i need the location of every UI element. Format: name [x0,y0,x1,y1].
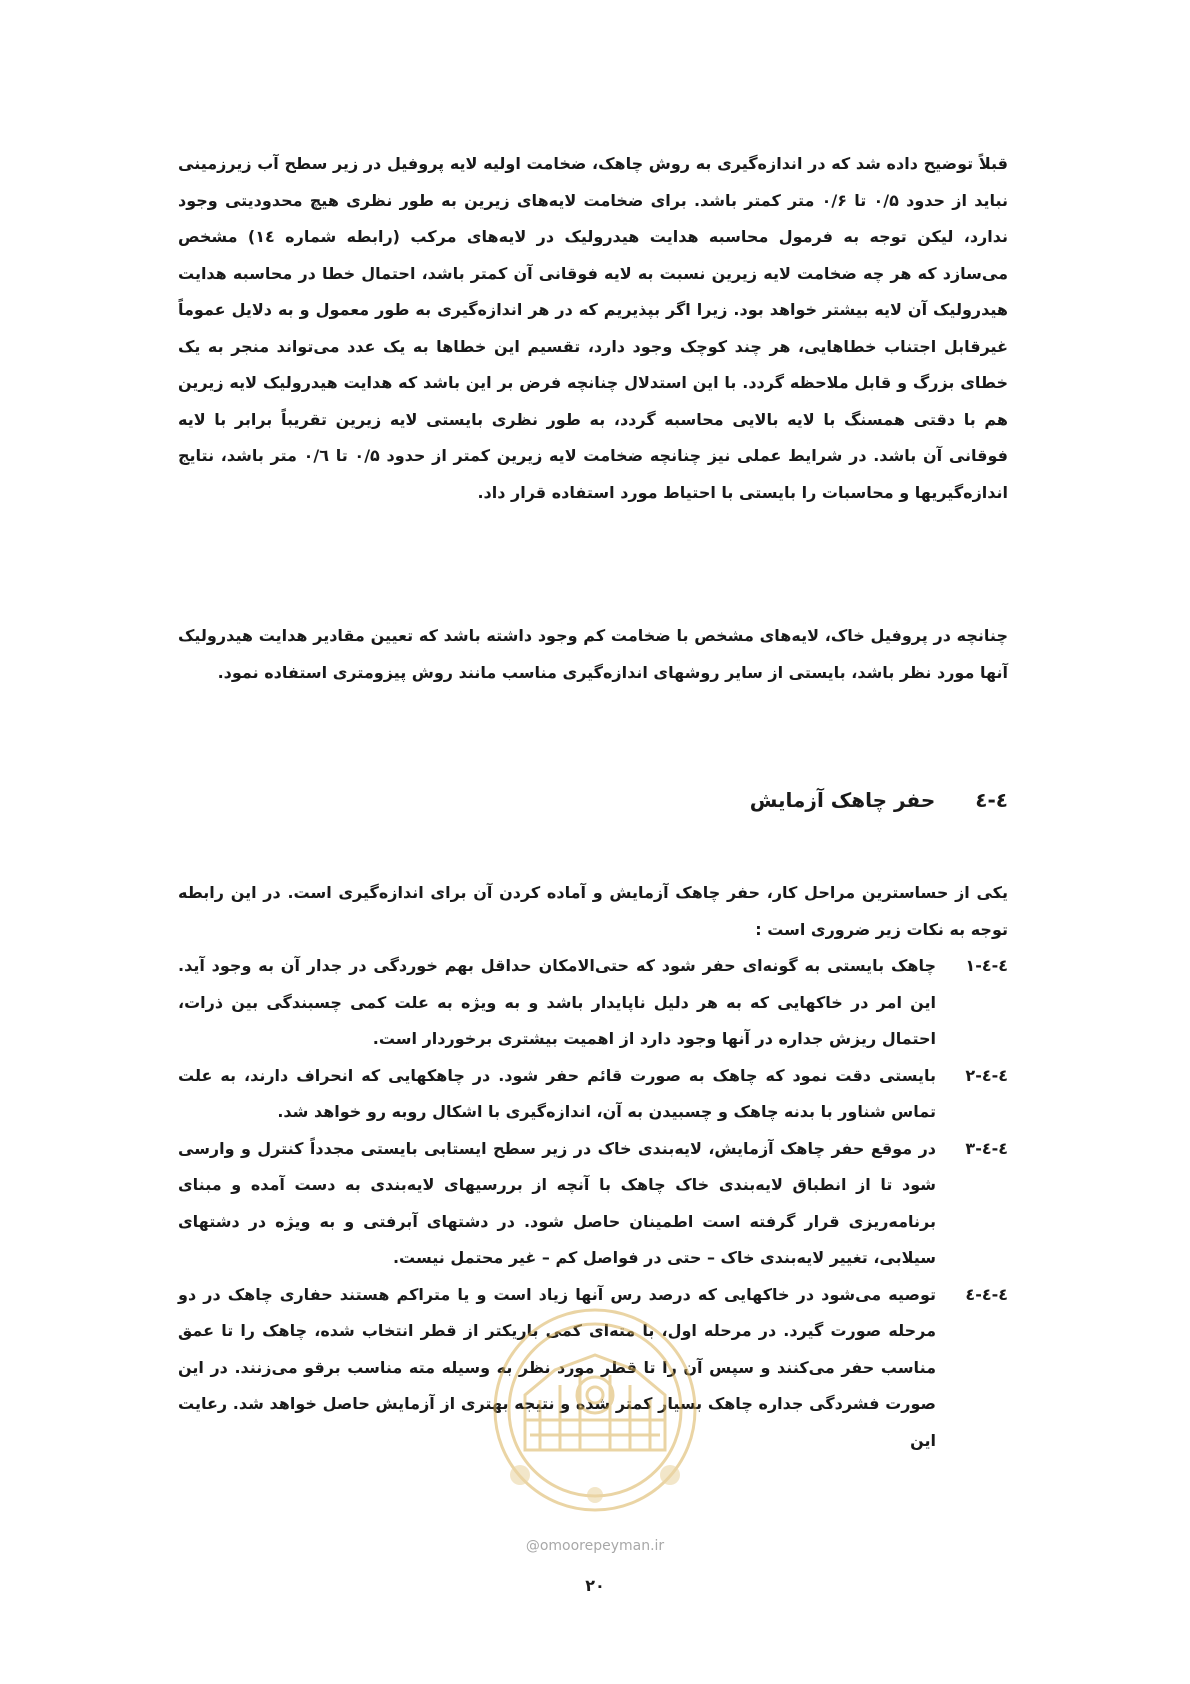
list-item [178,1131,1008,1277]
list-item-text: در موقع حفر چاهک آزمایش، لایه‌بندی خاک در زیر سطح ایستابی بایستی مجدداً کنترل و وارسی شود تا از انطباق لایه‌بندی خاک چاهک با آنچه از بررسیهای لایه‌بندی به دست آمده و مبنای برنامه‌ریزی قرار گرفته است اطمینان حاصل شود. در دشتهای آبرفتی و به ویژه در دشتهای سیلابی، تغییر لایه‌بندی خاک – حتی در فواصل کم – غیر محتمل نیست. [178,1138,936,1267]
paragraph-layer-thickness: قبلاً توضیح داده شد که در اندازه‌گیری به روش چاهک، ضخامت اولیه لایه پروفیل در زیر سطح آب زیرزمینی نباید از حدود ۰/۵ تا ۰/۶ متر کمتر باشد. برای ضخامت لایه‌های زیرین به طور نظری هیچ محدودیتی وجود ندارد، لیکن توجه به فرمول محاسبه هدایت هیدرولیک در لایه‌های مرکب (رابطه شماره ۱٤) مشخص می‌سازد که هر چه ضخامت لایه زیرین نسبت به لایه فوقانی آن کمتر باشد، احتمال خطا در محاسبه هدایت هیدرولیک آن لایه بیشتر خواهد بود. زیرا اگر بپذیریم که در هر اندازه‌گیری به طور معمول و به دلایل عموماً غیرقابل اجتناب خطاهایی، هر چند کوچک وجود دارد، تقسیم این خطاها به یک عدد می‌تواند منجر به یک خطای بزرگ و قابل ملاحظه گردد. با این استدلال چنانچه فرض بر این باشد که هدایت هیدرولیک لایه زیرین هم با دقتی همسنگ با لایه بالایی محاسبه گردد، به طور نظری بایستی لایه زیرین تقریباً برابر با لایه فوقانی آن باشد. در شرایط عملی نیز چنانچه ضخامت لایه زیرین کمتر از حدود ۰/۵ تا ۰/٦ متر باشد، نتایج اندازه‌گیریها و محاسبات را بایستی با احتیاط مورد استفاده قرار داد. [178,154,1009,502]
list-item [178,1277,1008,1460]
list-item [178,1058,1008,1131]
list-item-number: ٤-٤-١ [965,956,1008,975]
paragraph-section-intro: یکی از حساسترین مراحل کار، حفر چاهک آزمایش و آماده کردن آن برای اندازه‌گیری است. در این رابطه توجه به نکات زیر ضروری است : [178,883,1008,939]
section-heading [750,785,1008,815]
list-item-text: چاهک بایستی به گونه‌ای حفر شود که حتی‌الامکان حداقل بهم خوردگی در جدار آن به وجود آید. این امر در خاکهایی که به هر دلیل ناپایدار باشد و به ویژه به علت کمی چسبندگی بین ذرات، احتمال ریزش جداره در آنها وجود دارد از اهمیت بیشتری برخوردار است. [178,956,936,1048]
list-item-number: ٤-٤-٣ [965,1138,1008,1158]
section-number: ٤-٤ [975,788,1008,812]
page-number: ۲۰ [585,1576,605,1595]
list-item-text: توصیه می‌شود در خاکهایی که درصد رس آنها زیاد است و یا متراکم هستند حفاری چاهک در دو مرحله صورت گیرد. در مرحله اول، با مته‌ای کمی باریکتر از قطر انتخاب شده، چاهک را تا عمق مناسب حفر می‌کنند و سپس آن را تا قطر مورد نظر به وسیله مته مناسب برقو می‌زنند. در این صورت فشردگی جداره چاهک بسیار کمتر شده و نتیجه بهتری از آزمایش حاصل خواهد شد. رعایت این [178,1284,936,1450]
list-item [178,948,1008,1058]
paragraph-piezometer-method: چنانچه در پروفیل خاک، لایه‌های مشخص با ضخامت کم وجود داشته باشد که تعیین مقادیر هدایت هیدرولیک آنها مورد نظر باشد، بایستی از سایر روشهای اندازه‌گیری مناسب مانند روش پیزومتری استفاده نمود. [178,626,1008,682]
list-item-number: ٤-٤-٢ [965,1065,1008,1085]
list-item-text: بایستی دقت نمود که چاهک به صورت قائم حفر شود. در چاهکهایی که انحراف دارند، به علت تماس شناور با بدنه چاهک و چسبیدن به آن، اندازه‌گیری با اشکال روبه رو خواهد شد. [178,1065,936,1121]
numbered-list [178,948,1008,1459]
section-title: حفر چاهک آزمایش [749,788,936,812]
list-item-number: ٤-٤-٤ [965,1284,1008,1304]
watermark-url: @omoorepeyman.ir [525,1538,665,1554]
